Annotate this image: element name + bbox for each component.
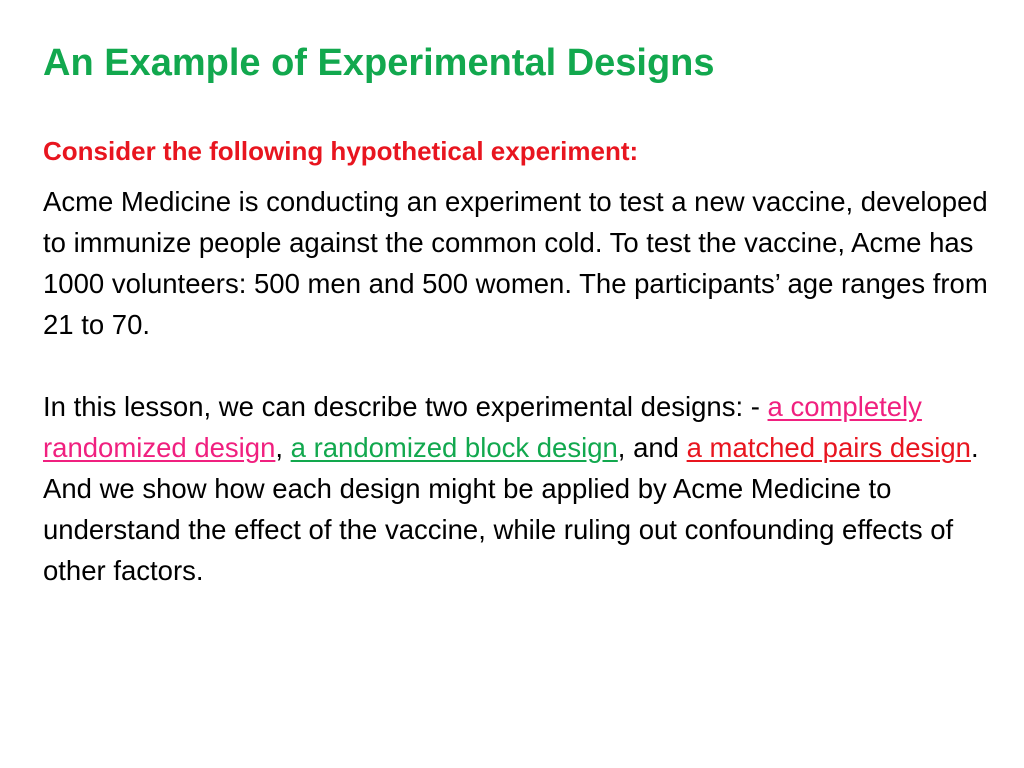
slide-title: An Example of Experimental Designs: [43, 42, 715, 84]
separator-1: ,: [275, 432, 291, 464]
paragraph-designs-intro: In this lesson, we can describe two experimental designs: -: [43, 391, 768, 423]
subheading: Consider the following hypothetical experiment:: [43, 136, 639, 166]
link-randomized-block-design[interactable]: a randomized block design: [290, 432, 618, 464]
paragraph-designs-outro: . And we show how each design might be applied by Acme Medicine to understand the effect of the vaccine, while ruling out confounding effects of other factors.: [43, 432, 979, 587]
paragraph-intro: Acme Medicine is conducting an experiment to test a new vaccine, developed to immunize people against the common cold. To test the vaccine, Acme has 1000 volunteers: 500 men and 500 women. The participants’ age ranges from 21 to 70.: [43, 186, 988, 341]
link-completely-randomized-design[interactable]: a completely randomized design: [43, 391, 922, 464]
separator-2: , and: [617, 432, 687, 464]
paragraph-designs: [43, 386, 1003, 591]
link-matched-pairs-design[interactable]: a matched pairs design: [686, 432, 971, 464]
slide-body: [43, 136, 1003, 591]
